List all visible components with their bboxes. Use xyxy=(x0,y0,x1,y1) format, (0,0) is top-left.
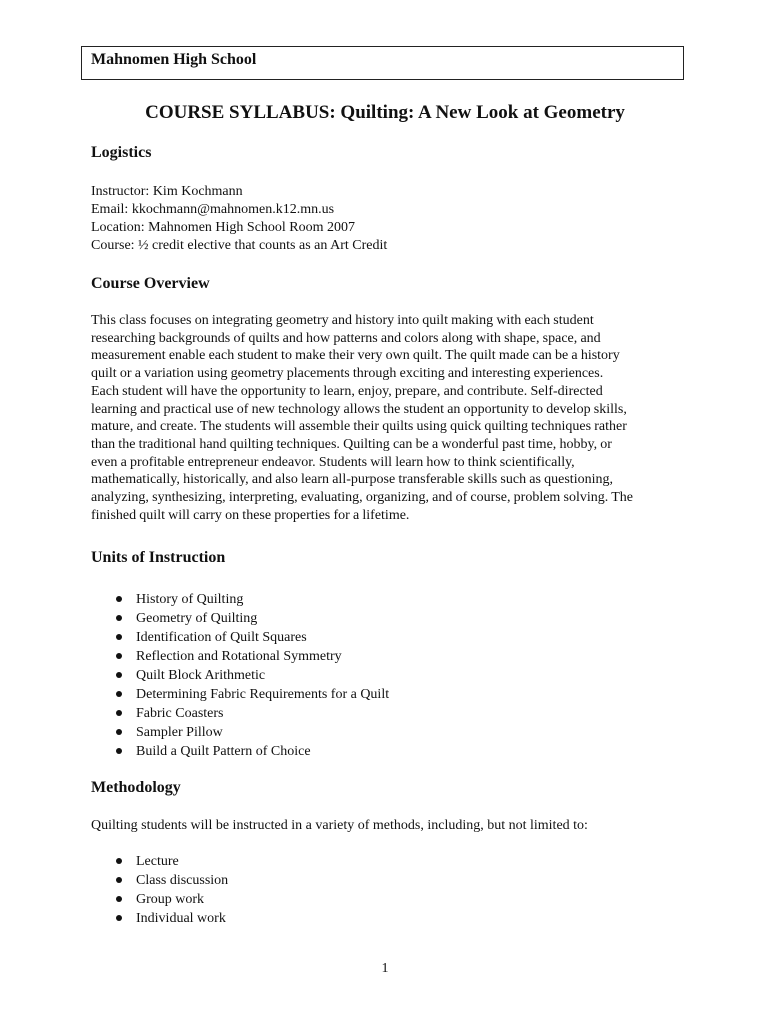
logistics-heading: Logistics xyxy=(91,144,152,161)
bullet-icon xyxy=(116,672,122,678)
overview-line: analyzing, synthesizing, interpreting, evaluating, organizing, and of course, problem solving. The xyxy=(91,490,633,506)
list-item: Sampler Pillow xyxy=(91,723,389,742)
bullet-icon xyxy=(116,877,122,883)
methodology-heading: Methodology xyxy=(91,779,181,796)
bullet-icon xyxy=(116,634,122,640)
page-title: COURSE SYLLABUS: Quilting: A New Look at Geometry xyxy=(145,102,625,123)
bullet-icon xyxy=(116,596,122,602)
course-overview-heading: Course Overview xyxy=(91,275,210,292)
school-name-box xyxy=(81,46,684,80)
overview-line: researching backgrounds of quilts and how patterns and colors along with shape, space, and xyxy=(91,330,601,346)
bullet-icon xyxy=(116,691,122,697)
overview-line: learning and practical use of new technology allows the student an opportunity to develop skills, xyxy=(91,401,627,417)
bullet-icon xyxy=(116,748,122,754)
bullet-icon xyxy=(116,710,122,716)
methodology-intro: Quilting students will be instructed in a variety of methods, including, but not limited to: xyxy=(91,818,588,833)
overview-line: mathematically, historically, and also learn all-purpose transferable skills such as questioning, xyxy=(91,472,613,488)
list-item: Quilt Block Arithmetic xyxy=(91,666,389,685)
overview-line: This class focuses on integrating geometry and history into quilt making with each student xyxy=(91,313,594,328)
course-line: Course: ½ credit elective that counts as an Art Credit xyxy=(91,238,388,253)
list-item: Reflection and Rotational Symmetry xyxy=(91,647,389,666)
bullet-icon xyxy=(116,653,122,659)
bullet-icon xyxy=(116,915,122,921)
logistics-details xyxy=(91,183,387,255)
list-item: Individual work xyxy=(91,909,228,928)
list-item: Determining Fabric Requirements for a Quilt xyxy=(91,685,389,704)
bullet-icon xyxy=(116,858,122,864)
bullet-icon xyxy=(116,615,122,621)
bullet-icon xyxy=(116,729,122,735)
location-line: Location: Mahnomen High School Room 2007 xyxy=(91,220,356,235)
units-heading: Units of Instruction xyxy=(91,549,226,566)
list-item: Class discussion xyxy=(91,871,228,890)
overview-line: Each student will have the opportunity to learn, enjoy, prepare, and contribute. Self-directed xyxy=(91,383,603,399)
page-number: 1 xyxy=(381,961,389,976)
list-item: Lecture xyxy=(91,852,228,871)
course-overview-paragraph xyxy=(91,312,691,524)
list-item: Geometry of Quilting xyxy=(91,609,389,628)
list-item: Build a Quilt Pattern of Choice xyxy=(91,742,389,761)
list-item: Fabric Coasters xyxy=(91,704,389,723)
overview-line: finished quilt will carry on these properties for a lifetime. xyxy=(91,507,410,523)
overview-line: measurement enable each student to make their very own quilt. The quilt made can be a history xyxy=(91,348,620,364)
list-item: History of Quilting xyxy=(91,590,389,609)
list-item: Group work xyxy=(91,890,228,909)
overview-line: mature, and create. The students will assemble their quilts using quick quilting techniques rather xyxy=(91,419,627,435)
overview-line: than the traditional hand quilting techniques. Quilting can be a wonderful past time, hobby, or xyxy=(91,436,612,452)
school-name: Mahnomen High School xyxy=(91,51,257,68)
instructor-line: Instructor: Kim Kochmann xyxy=(91,184,243,199)
overview-line: even a profitable entrepreneur endeavor. Students will learn how to think scientifically, xyxy=(91,454,575,470)
overview-line: quilt or a variation using geometry placements through exciting and interesting experiences. xyxy=(91,366,604,382)
methodology-list xyxy=(91,852,228,928)
list-item: Identification of Quilt Squares xyxy=(91,628,389,647)
bullet-icon xyxy=(116,896,122,902)
units-list xyxy=(91,590,389,761)
email-line: Email: kkochmann@mahnomen.k12.mn.us xyxy=(91,202,335,217)
